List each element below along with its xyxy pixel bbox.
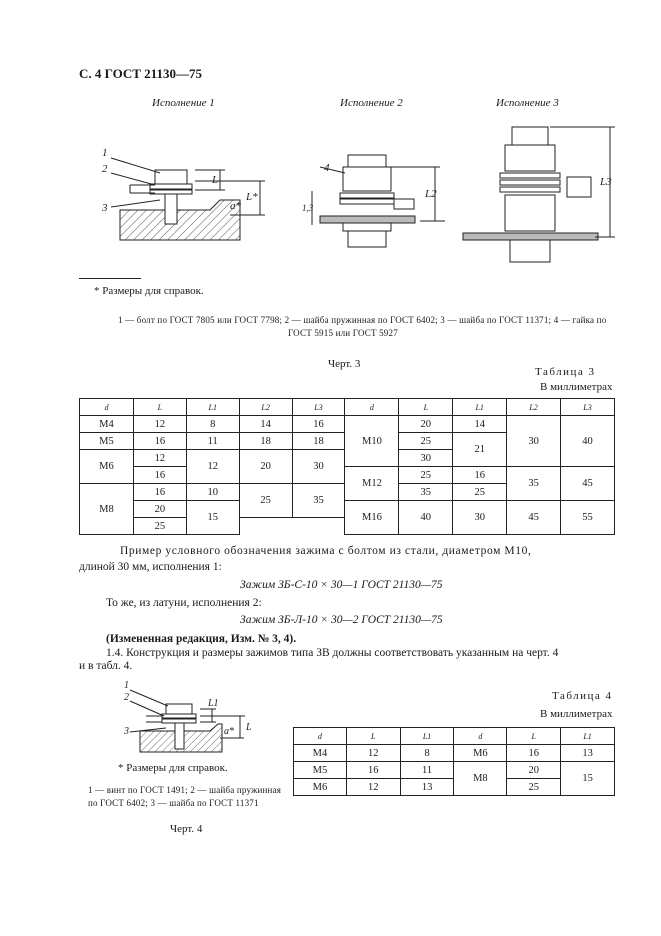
table-cell: 14 — [453, 416, 507, 433]
table3-header-L1: L1 — [186, 399, 239, 416]
table3-header-L2: L2 — [507, 399, 561, 416]
table-cell: 16 — [133, 484, 186, 501]
example-line-2: длиной 30 мм, исполнения 1: — [79, 561, 222, 573]
section-1-4: 1.4. Конструкция и размеры зажимов типа ЗВ должны соответствовать указанным на черт. 4 — [106, 647, 559, 659]
revision-note: (Измененная редакция, Изм. № 3, 4). — [106, 633, 297, 645]
designation-2: Зажим ЗБ-Л-10 × 30—2 ГОСТ 21130—75 — [240, 614, 443, 626]
table-cell: M6 — [80, 450, 134, 484]
table-cell: 45 — [507, 501, 561, 535]
table-cell: 20 — [399, 416, 453, 433]
table-cell: M8 — [454, 762, 507, 796]
table-cell: 16 — [453, 467, 507, 484]
table3-title: Таблица 3 — [535, 366, 596, 378]
table-cell: 13 — [561, 745, 615, 762]
table-cell: 18 — [292, 433, 345, 450]
table-cell: M5 — [294, 762, 347, 779]
table-cell: 12 — [346, 779, 400, 796]
variant-2-title: Исполнение 2 — [340, 97, 403, 109]
figure-3-drawing — [80, 115, 620, 270]
table-cell: 30 — [292, 450, 345, 484]
table-cell: 8 — [400, 745, 454, 762]
table-4 — [293, 727, 615, 796]
variant-1-title: Исполнение 1 — [152, 97, 215, 109]
table-cell: 55 — [561, 501, 615, 535]
table-cell: 8 — [186, 416, 239, 433]
table-cell: 20 — [239, 450, 292, 484]
table-cell: 20 — [507, 762, 561, 779]
section-1-4-cont: и в табл. 4. — [79, 660, 133, 672]
table-cell: 35 — [292, 484, 345, 518]
table-cell: 25 — [239, 484, 292, 518]
table-cell: M16 — [345, 501, 399, 535]
fig3-label-L2: L2 — [425, 188, 437, 200]
table3-header-L1: L1 — [453, 399, 507, 416]
fig4-label-1: 1 — [124, 680, 129, 691]
table-cell: 25 — [399, 467, 453, 484]
table3-header-d: d — [345, 399, 399, 416]
fig4-legend-line1: 1 — винт по ГОСТ 1491; 2 — шайба пружинная — [88, 785, 282, 795]
example-line-1: Пример условного обозначения зажима с болтом из стали, диаметром М10, — [120, 545, 532, 557]
table3-header-L3: L3 — [561, 399, 615, 416]
table-cell: 16 — [507, 745, 561, 762]
fig3-label-1: 1 — [102, 147, 108, 159]
page-header: С. 4 ГОСТ 21130—75 — [79, 66, 202, 81]
table3-header-d: d — [80, 399, 134, 416]
fig3-label-L3: L3 — [600, 176, 612, 188]
table-cell: 25 — [453, 484, 507, 501]
fig3-label-1-3: 1,3 — [302, 203, 314, 213]
fig4-footnote: * Размеры для справок. — [118, 762, 228, 774]
table-cell: 18 — [239, 433, 292, 450]
fig3-caption: Черт. 3 — [328, 358, 361, 370]
footnote-rule — [79, 278, 141, 279]
table4-units: В миллиметрах — [540, 708, 613, 720]
same-brass: То же, из латуни, исполнения 2: — [106, 597, 262, 609]
table-cell: 12 — [346, 745, 400, 762]
table-3 — [79, 398, 615, 535]
table-cell: M4 — [294, 745, 347, 762]
table4-title: Таблица 4 — [552, 690, 613, 702]
table-cell: M12 — [345, 467, 399, 501]
fig3-label-L: L — [212, 174, 219, 186]
table3-header-L2: L2 — [239, 399, 292, 416]
fig4-caption: Черт. 4 — [170, 823, 203, 835]
table4-header-d: d — [294, 728, 347, 745]
table-cell: 20 — [133, 501, 186, 518]
table-cell: 12 — [133, 416, 186, 433]
table4-header-L1: L1 — [400, 728, 454, 745]
table4-header-L: L — [346, 728, 400, 745]
fig4-label-2: 2 — [124, 692, 129, 703]
table-cell: 10 — [186, 484, 239, 501]
table-cell: 16 — [133, 433, 186, 450]
fig3-label-a-star: a* — [230, 200, 241, 212]
fig3-label-4: 4 — [324, 162, 330, 174]
table-cell: 30 — [507, 416, 561, 467]
fig3-label-L-star: L* — [246, 191, 258, 203]
table-cell: M5 — [80, 433, 134, 450]
fig3-label-2: 2 — [102, 163, 108, 175]
table-cell: 35 — [507, 467, 561, 501]
table-cell: 25 — [399, 433, 453, 450]
variant-3-title: Исполнение 3 — [496, 97, 559, 109]
table-cell: 30 — [453, 501, 507, 535]
fig4-label-a: a* — [224, 726, 234, 737]
table-cell: 11 — [186, 433, 239, 450]
fig3-footnote: * Размеры для справок. — [94, 285, 204, 297]
table-cell: 25 — [507, 779, 561, 796]
table-cell: M4 — [80, 416, 134, 433]
table4-header-L1: L1 — [561, 728, 615, 745]
table-cell: 16 — [292, 416, 345, 433]
fig4-label-3: 3 — [124, 726, 129, 737]
table-cell: M6 — [294, 779, 347, 796]
table-cell: 12 — [133, 450, 186, 467]
figure-4-drawing — [110, 676, 260, 758]
table3-units: В миллиметрах — [540, 381, 613, 393]
table-cell: 40 — [399, 501, 453, 535]
table-cell: 11 — [400, 762, 454, 779]
table-cell: 16 — [346, 762, 400, 779]
table3-header-L: L — [399, 399, 453, 416]
table-cell: 13 — [400, 779, 454, 796]
table-cell: 21 — [453, 433, 507, 467]
table3-header-L3: L3 — [292, 399, 345, 416]
fig3-label-3: 3 — [102, 202, 108, 214]
table-cell: 40 — [561, 416, 615, 467]
fig4-legend-line2: по ГОСТ 6402; 3 — шайба по ГОСТ 11371 — [88, 798, 259, 808]
table-cell: 45 — [561, 467, 615, 501]
table-cell: 15 — [186, 501, 239, 535]
table3-header-L: L — [133, 399, 186, 416]
table-cell: M8 — [80, 484, 134, 535]
table-cell: 14 — [239, 416, 292, 433]
table-cell: M6 — [454, 745, 507, 762]
designation-1: Зажим ЗБ-С-10 × 30—1 ГОСТ 21130—75 — [240, 579, 443, 591]
table4-header-L: L — [507, 728, 561, 745]
table-cell: 25 — [133, 518, 186, 535]
table-cell: 30 — [399, 450, 453, 467]
table-cell: 15 — [561, 762, 615, 796]
table-cell: 35 — [399, 484, 453, 501]
table-cell: M10 — [345, 416, 399, 467]
table-cell: 16 — [133, 467, 186, 484]
fig3-legend-line2: ГОСТ 5915 или ГОСТ 5927 — [288, 328, 398, 338]
table-cell: 12 — [186, 450, 239, 484]
fig4-label-L: L — [246, 722, 252, 733]
table4-header-d: d — [454, 728, 507, 745]
fig3-legend-line1: 1 — болт по ГОСТ 7805 или ГОСТ 7798; 2 — шайба пружинная по ГОСТ 6402; 3 — шайба по ГОСТ 11371; 4 — гайка по — [118, 315, 607, 325]
fig4-label-L1: L1 — [208, 698, 219, 709]
